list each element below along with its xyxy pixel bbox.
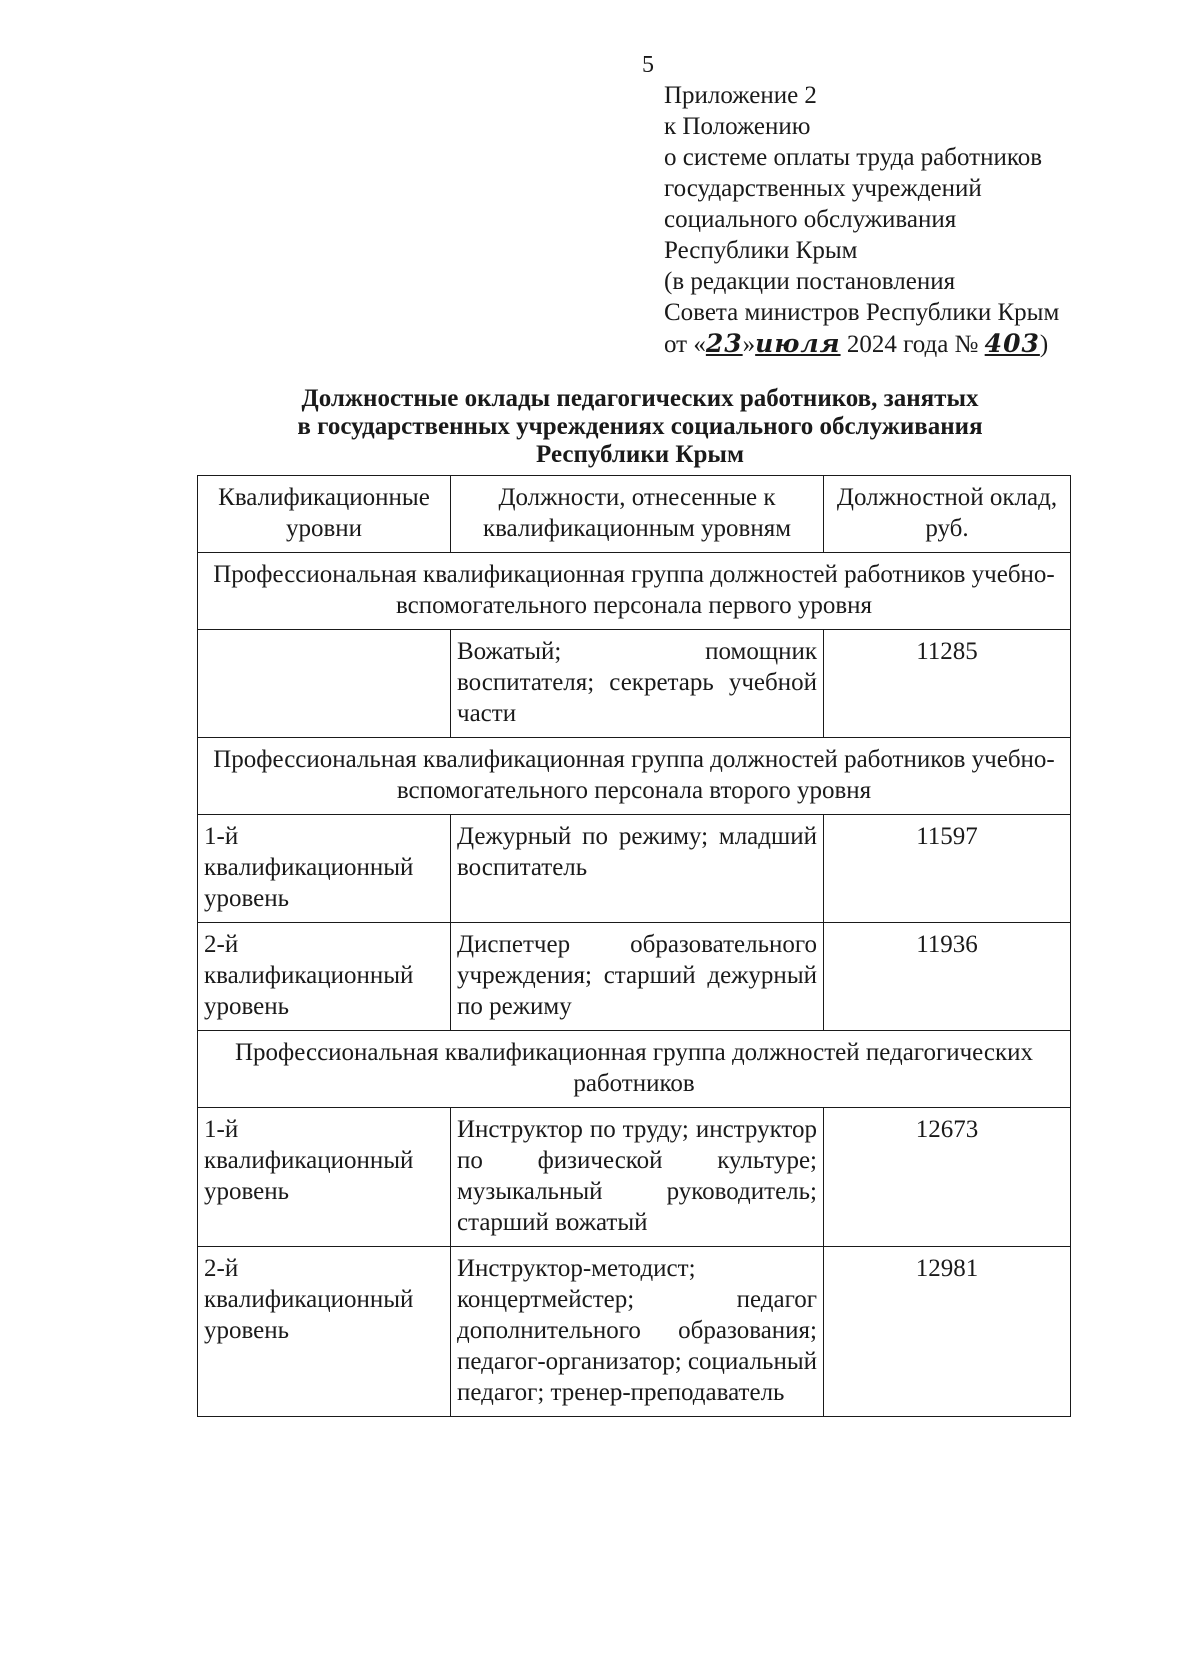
- table-row: [198, 923, 1071, 1031]
- salary-table: [197, 475, 1071, 1417]
- annex-line: о системе оплаты труда работников: [664, 144, 1043, 171]
- cell-positions: Дежурный по режиму; младший воспитатель: [451, 815, 824, 923]
- group-title: Профессиональная квалификационная группа должностей работников учебно-вспомогательного персонала второго уровня: [198, 738, 1071, 815]
- annex-line: к Положению: [664, 113, 811, 140]
- cell-salary: 11285: [824, 630, 1071, 738]
- cell-salary: 11936: [824, 923, 1071, 1031]
- handwritten-day: 23: [705, 329, 743, 358]
- table-row: [198, 815, 1071, 923]
- date-prefix: от «: [664, 331, 706, 358]
- cell-salary: 11597: [824, 815, 1071, 923]
- cell-level: [198, 630, 451, 738]
- annex-line: (в редакции постановления: [664, 268, 956, 295]
- title-line: в государственных учреждениях социального обслуживания: [297, 413, 983, 440]
- header-positions: Должности, отнесенные к квалификационным уровням: [451, 476, 824, 553]
- group-row: [198, 1031, 1071, 1108]
- table-row: [198, 630, 1071, 738]
- group-row: [198, 553, 1071, 630]
- annex-line: государственных учреждений: [664, 175, 982, 202]
- group-title: Профессиональная квалификационная группа должностей работников учебно-вспомогательного персонала первого уровня: [198, 553, 1071, 630]
- table-header-row: [198, 476, 1071, 553]
- header-level: Квалификационные уровни: [198, 476, 451, 553]
- group-row: [198, 738, 1071, 815]
- title-line: Республики Крым: [536, 441, 744, 468]
- handwritten-month: июля: [755, 329, 841, 358]
- cell-level: 2-й квалификационный уровень: [198, 923, 451, 1031]
- title-line: Должностные оклады педагогических работников, занятых: [301, 385, 979, 412]
- cell-positions: Вожатый; помощник воспитателя; секретарь учебной части: [451, 630, 824, 738]
- handwritten-number: 403: [984, 329, 1040, 358]
- cell-salary: 12981: [824, 1247, 1071, 1417]
- cell-positions: Инструктор-методист; концертмейстер; педагог дополнительного образования; педагог-организатор; социальный педагог; тренер-преподаватель: [451, 1247, 824, 1417]
- cell-level: 1-й квалификационный уровень: [198, 815, 451, 923]
- annex-line: социального обслуживания: [664, 206, 957, 233]
- date-mid: »: [742, 331, 756, 358]
- annex-line: Республики Крым: [664, 237, 858, 264]
- cell-positions: Диспетчер образовательного учреждения; старший дежурный по режиму: [451, 923, 824, 1031]
- document-title: [190, 385, 1090, 469]
- table-row: [198, 1108, 1071, 1247]
- cell-level: 2-й квалификационный уровень: [198, 1247, 451, 1417]
- cell-positions: Инструктор по труду; инструктор по физической культуре; музыкальный руководитель; старший вожатый: [451, 1108, 824, 1247]
- resolution-date-line: [664, 328, 1059, 360]
- annex-line: Приложение 2: [664, 82, 817, 109]
- group-title: Профессиональная квалификационная группа должностей педагогических работников: [198, 1031, 1071, 1108]
- date-close: ): [1039, 331, 1049, 358]
- annex-line: Совета министров Республики Крым: [664, 299, 1060, 326]
- annex-header: [664, 80, 1059, 360]
- table-row: [198, 1247, 1071, 1417]
- page-number: 5: [642, 52, 654, 78]
- header-salary: Должностной оклад, руб.: [824, 476, 1071, 553]
- date-year: 2024 года №: [840, 331, 985, 358]
- cell-salary: 12673: [824, 1108, 1071, 1247]
- cell-level: 1-й квалификационный уровень: [198, 1108, 451, 1247]
